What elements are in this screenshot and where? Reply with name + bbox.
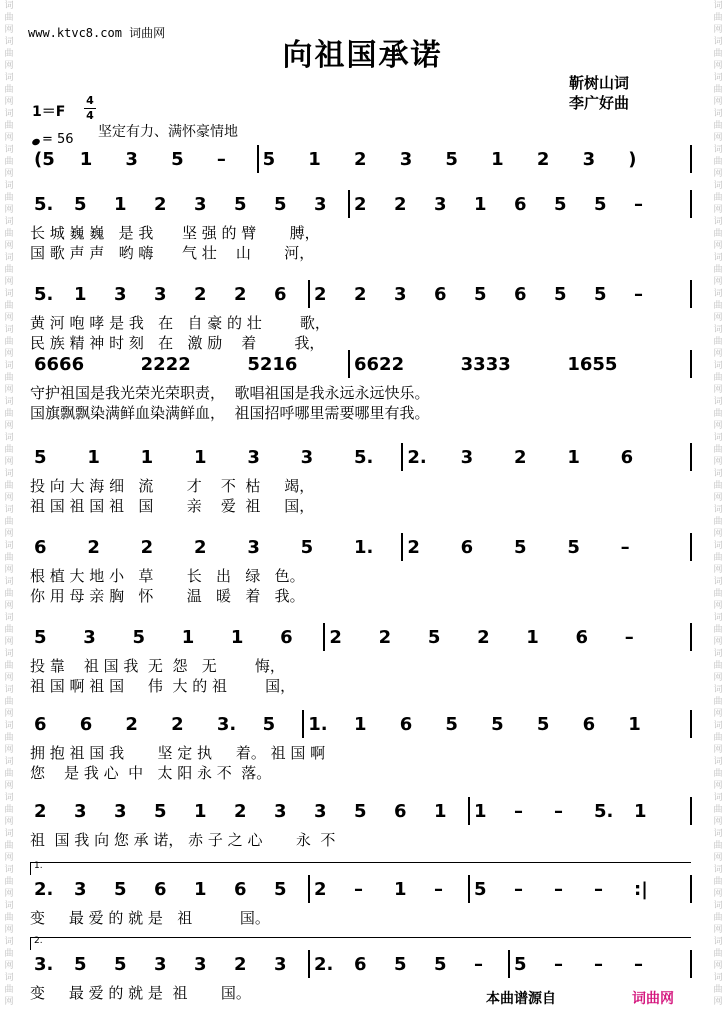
- note: –: [634, 284, 643, 305]
- note-line: [30, 190, 695, 216]
- note-line: [30, 350, 695, 376]
- bar-line: [308, 280, 310, 308]
- note: 3: [194, 194, 207, 215]
- composer: 李广好曲: [568, 94, 629, 112]
- note: 1: [87, 447, 100, 468]
- note: 2: [354, 284, 367, 305]
- note: –: [354, 879, 363, 900]
- score-row: [30, 950, 695, 1020]
- note: 1: [474, 194, 487, 215]
- lyric-line: 国旗飘飘染满鲜血染满鲜血， 祖国招呼哪里需要哪里有我。: [30, 404, 430, 422]
- note: 5: [300, 537, 314, 558]
- note: 3: [434, 194, 447, 215]
- note: 5: [34, 447, 47, 468]
- time-sig-top: 4: [84, 94, 96, 109]
- note: 5: [445, 149, 458, 170]
- note: 2: [394, 194, 407, 215]
- note: 3: [274, 801, 287, 822]
- lyric-line: 变 最 爱 的 就 是 祖 国。: [30, 984, 251, 1002]
- note: 5: [171, 149, 184, 170]
- tempo-value: = 56: [42, 132, 74, 147]
- note: 5.: [34, 194, 54, 215]
- note: 6: [582, 714, 596, 735]
- note: 3.: [216, 714, 237, 735]
- note: :|: [634, 879, 648, 900]
- note: 5: [354, 801, 367, 822]
- note-line: [30, 443, 695, 469]
- note: –: [554, 801, 563, 822]
- bar-line: [308, 950, 310, 978]
- note: 6: [514, 194, 527, 215]
- note: 5: [274, 194, 287, 215]
- note-line: [30, 710, 695, 736]
- note: 5: [74, 954, 87, 975]
- note: 2: [329, 627, 342, 648]
- note: 2: [314, 284, 327, 305]
- note: 3: [247, 537, 260, 558]
- note: 5: [262, 149, 276, 170]
- note: 5: [536, 714, 550, 735]
- note: 2: [87, 537, 100, 558]
- note: –: [594, 954, 603, 975]
- note: 3: [274, 954, 287, 975]
- note: 2: [234, 954, 247, 975]
- note: 2: [536, 149, 550, 170]
- note-line: [30, 280, 695, 306]
- bar-line: [690, 190, 692, 218]
- note: 6: [394, 801, 407, 822]
- note: 5: [594, 194, 607, 215]
- note: 2.: [407, 447, 427, 468]
- note: 2: [154, 194, 167, 215]
- note: 6: [354, 954, 367, 975]
- note: 5: [567, 537, 580, 558]
- note: 6: [514, 284, 527, 305]
- note: 3: [314, 801, 327, 822]
- lyric-line: 祖 国 祖 国 祖 国 亲 爱 祖 国，: [30, 497, 315, 515]
- score-row: [30, 710, 695, 780]
- lyric-line: 变 最 爱 的 就 是 祖 国。: [30, 909, 270, 927]
- note: –: [434, 879, 443, 900]
- note: 2.: [314, 954, 334, 975]
- note: –: [594, 879, 603, 900]
- key-signature: 1＝F: [32, 104, 66, 120]
- note: 5216: [247, 354, 298, 375]
- note: 3: [300, 447, 314, 468]
- note: 5: [594, 284, 607, 305]
- note: 6: [399, 714, 413, 735]
- score-row: [30, 350, 695, 420]
- time-sig-bottom: 4: [86, 109, 94, 122]
- note: 1: [194, 879, 207, 900]
- note: 2: [378, 627, 392, 648]
- lyric-line: 长 城 巍 巍 是 我 坚 强 的 臂 膊，: [30, 224, 320, 242]
- note: 3: [74, 879, 87, 900]
- bar-line: [468, 875, 470, 903]
- note: 1: [194, 447, 207, 468]
- note: 6: [34, 714, 47, 735]
- note: 5: [74, 194, 87, 215]
- note: 2: [194, 284, 207, 305]
- volta-bracket: [30, 937, 691, 950]
- bar-line: [690, 145, 692, 173]
- note: 1655: [567, 354, 618, 375]
- note: 3: [83, 627, 96, 648]
- bar-line: [348, 190, 350, 218]
- note: 1: [567, 447, 580, 468]
- note: –: [554, 879, 563, 900]
- note: 6: [280, 627, 293, 648]
- note: –: [554, 954, 563, 975]
- lyric-line: 你 用 母 亲 胸 怀 温 暖 着 我。: [30, 587, 305, 605]
- note: 2: [125, 714, 138, 735]
- score-row: [30, 623, 695, 693]
- bar-line: [690, 797, 692, 825]
- note: (5: [34, 149, 55, 170]
- bar-line: [690, 710, 692, 738]
- bar-line: [690, 875, 692, 903]
- site-url[interactable]: www.ktvc8.com 词曲网: [28, 26, 166, 40]
- lyric-line: 投 靠 祖 国 我 无 怨 无 悔，: [30, 657, 285, 675]
- note: 1: [140, 447, 154, 468]
- note: 2222: [140, 354, 191, 375]
- note: 5: [234, 194, 247, 215]
- note: 5: [262, 714, 276, 735]
- note: 5.: [594, 801, 614, 822]
- note: 6666: [34, 354, 85, 375]
- bar-line: [690, 350, 692, 378]
- note: 1: [79, 149, 93, 170]
- note: –: [624, 627, 634, 648]
- score-row: [30, 190, 695, 260]
- note: 1: [354, 714, 367, 735]
- note: 3333: [460, 354, 511, 375]
- note: 6: [79, 714, 93, 735]
- bar-line: [690, 623, 692, 651]
- note: 5.: [34, 284, 54, 305]
- score-row: [30, 280, 695, 350]
- bar-line: [348, 350, 350, 378]
- bar-line: [508, 950, 510, 978]
- note: 5: [491, 714, 504, 735]
- note: 1: [628, 714, 641, 735]
- note: 5: [114, 954, 127, 975]
- note: 5.: [354, 447, 374, 468]
- note: 2: [477, 627, 490, 648]
- note: 5: [427, 627, 441, 648]
- note: –: [634, 194, 643, 215]
- time-signature: [84, 94, 96, 123]
- lyric-line: 根 植 大 地 小 草 长 出 绿 色。: [30, 567, 305, 585]
- note: 1.: [308, 714, 328, 735]
- note: 2: [354, 149, 367, 170]
- score-row: [30, 875, 695, 945]
- note: 5: [445, 714, 458, 735]
- note: 2: [234, 801, 247, 822]
- lyric-line: 黄 河 咆 哮 是 我 在 自 豪 的 壮 歌，: [30, 314, 330, 332]
- note: 2: [314, 879, 327, 900]
- note: –: [634, 954, 643, 975]
- note: 3: [154, 284, 167, 305]
- volta-label: 1.: [34, 861, 43, 871]
- note: 2: [140, 537, 154, 558]
- note: 1: [526, 627, 539, 648]
- bar-line: [468, 797, 470, 825]
- note: 1: [181, 627, 195, 648]
- page-title: 向祖国承诺: [282, 38, 443, 73]
- note: ): [628, 149, 637, 170]
- note: 1: [474, 801, 487, 822]
- note: 1: [194, 801, 207, 822]
- note: 6: [434, 284, 447, 305]
- note: 1: [308, 149, 321, 170]
- bar-line: [690, 443, 692, 471]
- note: 6: [34, 537, 47, 558]
- note: 3: [114, 284, 127, 305]
- note: 3: [74, 801, 87, 822]
- footer-site-link[interactable]: 词曲网: [632, 991, 674, 1007]
- note: 5: [514, 954, 527, 975]
- note: 6: [575, 627, 589, 648]
- note: 1: [434, 801, 447, 822]
- bar-line: [308, 875, 310, 903]
- note-line: [30, 623, 695, 649]
- note: 1.: [354, 537, 374, 558]
- note: 3: [314, 194, 327, 215]
- note: 6: [460, 537, 474, 558]
- left-watermark: 词 曲 网 词 曲 网 词 曲 网 词 曲 网 词 曲 网 词 曲 网 词 曲 网 词 曲 网 词 曲 网 词 曲 网 词 曲 网 词 曲 网 词 曲 网 词 曲 网 词 曲 网 词 曲 网 词 曲 网 词 曲 网 词 曲 网 词 曲 网 词 曲 网 词 曲 网 词 曲 网 词 曲 网 词 曲 网 词 曲 网 词 曲 网 词 曲 网: [4, 1, 14, 1007]
- lyric-line: 祖 国 啊 祖 国 伟 大 的 祖 国，: [30, 677, 296, 695]
- note: 2: [234, 284, 247, 305]
- note: –: [216, 149, 226, 170]
- note: 6622: [354, 354, 405, 375]
- right-watermark: 词 曲 网 词 曲 网 词 曲 网 词 曲 网 词 曲 网 词 曲 网 词 曲 网 词 曲 网 词 曲 网 词 曲 网 词 曲 网 词 曲 网 词 曲 网 词 曲 网 词 曲 网 词 曲 网 词 曲 网 词 曲 网 词 曲 网 词 曲 网 词 曲 网 词 曲 网 词 曲 网 词 曲 网 词 曲 网 词 曲 网 词 曲 网 词 曲 网: [713, 1, 723, 1007]
- volta-bracket: [30, 862, 691, 875]
- lyric-line: 您 是 我 心 中 太 阳 永 不 落。: [30, 764, 272, 782]
- note: 5: [274, 879, 287, 900]
- note: 2: [407, 537, 420, 558]
- note: 2: [34, 801, 47, 822]
- note: 3: [194, 954, 207, 975]
- lyric-line: 祖 国 我 向 您 承 诺， 赤 子 之 心 永 不: [30, 831, 336, 849]
- score-row: [30, 443, 695, 513]
- bar-line: [690, 533, 692, 561]
- note: 5: [154, 801, 167, 822]
- note: 3: [582, 149, 596, 170]
- bar-line: [690, 950, 692, 978]
- bar-line: [302, 710, 304, 738]
- note-line: [30, 797, 695, 823]
- note: 3: [394, 284, 407, 305]
- note: 1: [114, 194, 127, 215]
- note: 5: [514, 537, 527, 558]
- note: 5: [434, 954, 447, 975]
- note-line: [30, 533, 695, 559]
- note: 1: [491, 149, 504, 170]
- note: 2: [171, 714, 184, 735]
- bar-line: [257, 145, 259, 173]
- note: 5: [34, 627, 47, 648]
- note: 5: [114, 879, 127, 900]
- score-row: [30, 797, 695, 867]
- note: –: [620, 537, 630, 558]
- bar-line: [401, 533, 403, 561]
- note: 3: [125, 149, 138, 170]
- lyric-line: 民 族 精 神 时 刻 在 激 励 着 我，: [30, 334, 325, 352]
- note: –: [514, 801, 523, 822]
- note: 1: [74, 284, 87, 305]
- volta-label: 2.: [34, 936, 43, 946]
- note: 1: [394, 879, 407, 900]
- bar-line: [690, 280, 692, 308]
- note-line: [30, 875, 695, 901]
- note-line: [30, 145, 695, 171]
- note: 3: [114, 801, 127, 822]
- note: 3.: [34, 954, 54, 975]
- lyric-line: 国 歌 声 声 哟 嗨 气 壮 山 河，: [30, 244, 315, 262]
- note: –: [514, 879, 523, 900]
- note: 2: [194, 537, 207, 558]
- note: 5: [474, 284, 487, 305]
- note: 6: [234, 879, 247, 900]
- note: 6: [274, 284, 287, 305]
- note: 5: [554, 194, 567, 215]
- note: 5: [474, 879, 487, 900]
- footer-source: 本曲谱源自: [486, 991, 556, 1007]
- note: 2.: [34, 879, 54, 900]
- lyric-line: 拥 抱 祖 国 我 坚 定 执 着。 祖 国 啊: [30, 744, 326, 762]
- bar-line: [323, 623, 325, 651]
- note: 1: [634, 801, 647, 822]
- lyricist: 靳树山词: [568, 74, 629, 92]
- lyric-line: 守护祖国是我光荣光荣职责， 歌唱祖国是我永远永远快乐。: [30, 384, 430, 402]
- note: 5: [394, 954, 407, 975]
- note: 5: [554, 284, 567, 305]
- expression-mark: 坚定有力、满怀豪情地: [98, 124, 238, 140]
- note: –: [474, 954, 483, 975]
- note: 5: [132, 627, 145, 648]
- note: 2: [354, 194, 367, 215]
- lyric-line: 投 向 大 海 细 流 才 不 枯 竭，: [30, 477, 315, 495]
- note: 3: [460, 447, 474, 468]
- bar-line: [401, 443, 403, 471]
- note: 3: [247, 447, 260, 468]
- note: 6: [154, 879, 167, 900]
- note-line: [30, 950, 695, 976]
- note: 3: [154, 954, 167, 975]
- note: 3: [399, 149, 413, 170]
- score-row: [30, 533, 695, 603]
- note: 1: [230, 627, 244, 648]
- note: 6: [620, 447, 634, 468]
- note: 2: [514, 447, 527, 468]
